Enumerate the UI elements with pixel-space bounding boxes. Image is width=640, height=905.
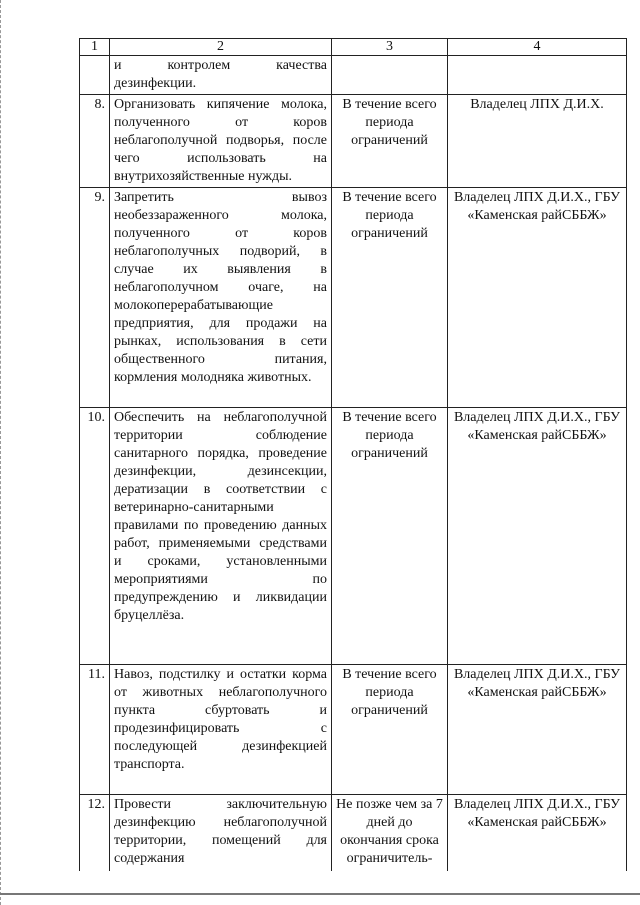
table-row [80,188,627,408]
page-left-edge [0,0,2,905]
task-cell: и контролем качества дезинфекции. [110,56,332,95]
task-cell: Навоз, подстилку и остатки корма от животных неблагополучного пункта сбуртовать и продезинфицировать с последующей дезинфекцией транспорта. [110,665,332,795]
row-number-cell [80,56,110,95]
table-row [80,95,627,188]
row-number-cell: 9. [80,188,110,408]
table-row [80,795,627,871]
column-header-term: 3 [332,39,448,56]
column-header-responsible: 4 [448,39,627,56]
term-cell: В течение всего периода ограничений [332,188,448,408]
task-cell: Провести заключительную дезинфекцию неблагополучной территории, помещений для содержания [110,795,332,871]
table-row [80,665,627,795]
term-cell: В течение всего периода ограничений [332,95,448,188]
row-number-cell: 10. [80,408,110,665]
row-number-cell: 8. [80,95,110,188]
table-row-continuation [80,56,627,95]
term-cell: В течение всего периода ограничений [332,665,448,795]
term-cell: В течение всего периода ограничений [332,408,448,665]
row-number-cell: 12. [80,795,110,871]
row-number-cell: 11. [80,665,110,795]
column-header-task: 2 [110,39,332,56]
column-header-number: 1 [80,39,110,56]
measures-table [79,38,627,871]
task-cell: Организовать кипячение молока, полученного от коров неблагополучной подворья, после чего использовать на внутрихозяйственные нужды. [110,95,332,188]
table-header-row [80,39,627,56]
responsible-cell: Владелец ЛПХ Д.И.Х., ГБУ «Каменская райСББЖ» [448,795,627,871]
bottom-rule [0,893,640,895]
task-cell: Запретить вывоз необеззараженного молока, полученного от коров неблагополучных подворий, в случае их выявления в неблагополучном очаге, на молокоперерабатывающие предприятия, для продажи на рынках, использования в сети общественного питания, кормления молодняка животных. [110,188,332,408]
term-cell [332,56,448,95]
task-cell: Обеспечить на неблагополучной территории соблюдение санитарного порядка, проведение дезинфекции, дезинсекции, дератизации в соответствии с ветеринарно-санитарными правилами по проведению данных работ, применяемыми средствами и сроками, установленными мероприятиями по предупреждению и ликвидации бруцеллёза. [110,408,332,665]
responsible-cell: Владелец ЛПХ Д.И.Х. [448,95,627,188]
term-cell: Не позже чем за 7 дней до окончания срока ограничитель- [332,795,448,871]
responsible-cell: Владелец ЛПХ Д.И.Х., ГБУ «Каменская райСББЖ» [448,665,627,795]
responsible-cell: Владелец ЛПХ Д.И.Х., ГБУ «Каменская райСББЖ» [448,408,627,665]
responsible-cell: Владелец ЛПХ Д.И.Х., ГБУ «Каменская райСББЖ» [448,188,627,408]
table-row [80,408,627,665]
responsible-cell [448,56,627,95]
